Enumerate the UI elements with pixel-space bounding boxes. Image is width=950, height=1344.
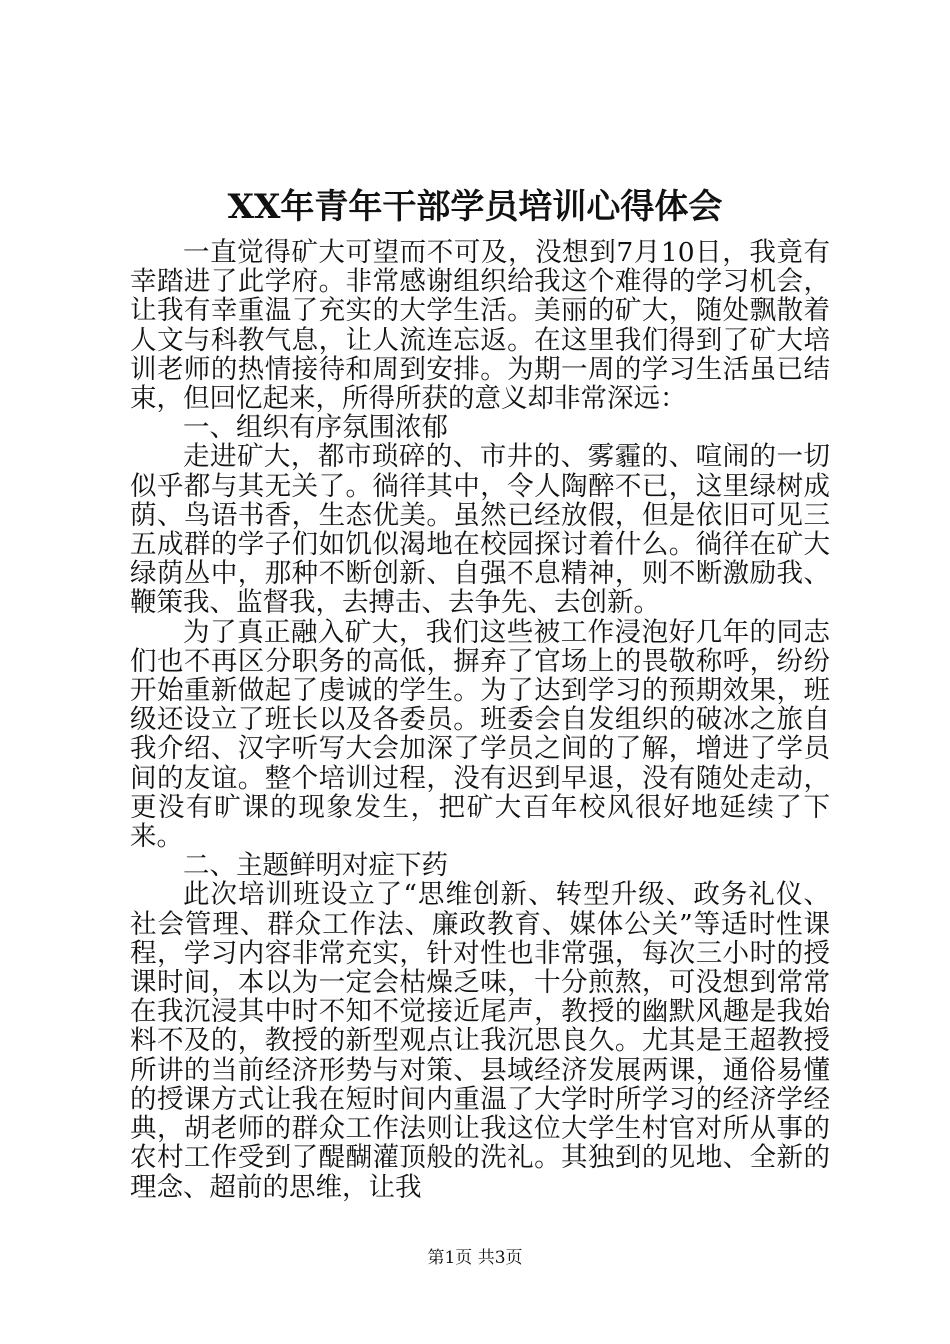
document-title: XX年青年干部学员培训心得体会 — [227, 187, 723, 227]
section-heading-2: 二、主题鲜明对症下药 — [183, 850, 448, 882]
paragraph-section-1a: 走进矿大，都市琐碎的、市井的、雾霾的、喧闹的一切似乎都与其无关了。徜徉其中，令人陶醉不已，这里绿树成荫、鸟语书香，生态优美。虽然已经放假，但是依旧可见三五成群的学子们如饥似渴地在校园探讨着什么。徜徉在矿大绿荫丛中，那种不断创新、自强不息精神，则不断激励我、鞭策我、监督我，去搏击、去争先、去创新。 — [130, 441, 830, 619]
paragraph-section-1b: 为了真正融入矿大，我们这些被工作浸泡好几年的同志们也不再区分职务的高低，摒弃了官场上的畏敬称呼，纷纷开始重新做起了虔诚的学生。为了达到学习的预期效果，班级还设立了班长以及各委员。班委会自发组织的破冰之旅自我介绍、汉字听写大会加深了学员之间的了解，增进了学员间的友谊。整个培训过程，没有迟到早退，没有随处走动，更没有旷课的现象发生，把矿大百年校风很好地延续了下来。 — [130, 616, 830, 853]
page-number: 第1页 共3页 — [427, 1248, 523, 1268]
paragraph-section-2a: 此次培训班设立了“思维创新、转型升级、政务礼仪、社会管理、群众工作法、廉政教育、媒体公关”等适时性课程，学习内容非常充实，针对性也非常强，每次三小时的授课时间，本以为一定会枯燥乏味，十分煎熬，可没想到常常在我沉浸其中时不知不觉接近尾声，教授的幽默风趣是我始料不及的，教授的新型观点让我沉思良久。尤其是王超教授所讲的当前经济形势与对策、县域经济发展两课，通俗易懂的授课方式让我在短时间内重温了大学时所学习的经济学经典，胡老师的群众工作法则让我这位大学生村官对所从事的农村工作受到了醍醐灌顶般的洗礼。其独到的见地、全新的理念、超前的思维，让我 — [130, 879, 830, 1203]
paragraph-intro: 一直觉得矿大可望而不可及，没想到7月10日，我竟有幸踏进了此学府。非常感谢组织给我这个难得的学习机会，让我有幸重温了充实的大学生活。美丽的矿大，随处飘散着人文与科教气息，让人流连忘返。在这里我们得到了矿大培训老师的热情接待和周到安排。为期一周的学习生活虽已结束，但回忆起来，所得所获的意义却非常深远： — [130, 237, 830, 415]
document-body — [130, 238, 830, 1202]
section-heading-1: 一、组织有序氛围浓郁 — [183, 412, 448, 444]
